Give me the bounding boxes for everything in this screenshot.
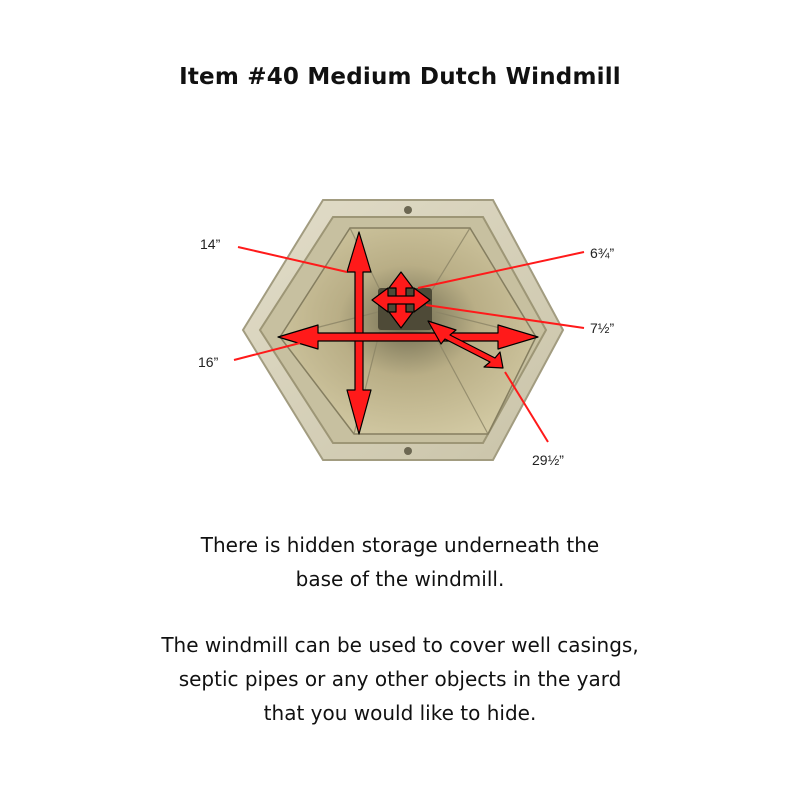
- dimension-label-14: 14”: [200, 236, 221, 252]
- usage-line-2: septic pipes or any other objects in the yard: [178, 667, 622, 691]
- screw-hole-top: [404, 206, 412, 214]
- screw-hole-bottom: [404, 447, 412, 455]
- storage-line-2: base of the windmill.: [295, 567, 505, 591]
- usage-line-1: The windmill can be used to cover well casings,: [161, 633, 639, 657]
- dimension-label-29-5: 29½”: [532, 452, 564, 468]
- dimension-label-6-75: 6¾”: [590, 245, 615, 261]
- product-title: Item #40 Medium Dutch Windmill: [179, 64, 621, 90]
- dimension-label-16: 16”: [198, 354, 219, 370]
- storage-line-1: There is hidden storage underneath the: [200, 533, 600, 557]
- storage-description: [0, 528, 800, 596]
- usage-line-3: that you would like to hide.: [263, 701, 537, 725]
- usage-description: [0, 628, 800, 730]
- dimension-label-7-5: 7½”: [590, 320, 615, 336]
